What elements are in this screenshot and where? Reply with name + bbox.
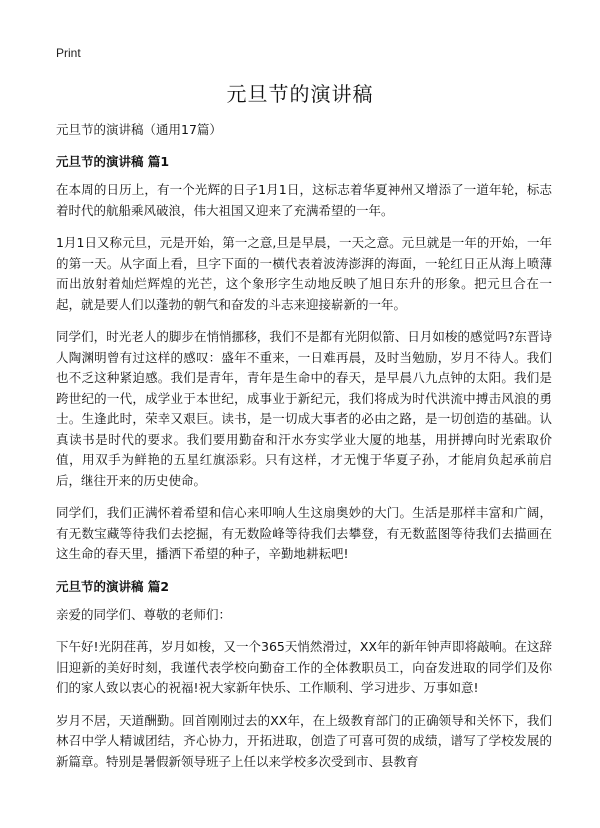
print-link[interactable]: Print (56, 46, 81, 60)
section-heading-2: 元旦节的演讲稿 篇2 (56, 578, 170, 594)
paragraph: 同学们，我们正满怀着希望和信心来叩响人生这扇奥妙的大门。生活是那样丰富和广阔，有无数宝藏等待我们去挖掘，有无数险峰等待我们去攀登，有无数蓝图等待我们去描画在这生命的春天里，播洒下希望的种子，辛勤地耕耘吧! (56, 505, 552, 561)
paragraph: 1月1日又称元旦，元是开始，第一之意,旦是早晨，一天之意。元旦就是一年的开始，一年的第一天。从字面上看，旦字下面的一横代表着波涛澎湃的海面，一轮红日正从海上喷薄而出放射着灿烂辉煌的光芒，这个象形字生动地反映了旭日东升的形象。把元旦合在一起，就是要人们以蓬勃的朝气和奋发的斗志来迎接崭新的一年。 (56, 235, 552, 312)
document-subtitle: 元旦节的演讲稿（通用17篇） (56, 122, 222, 137)
document-body (56, 120, 552, 784)
document-title: 元旦节的演讲稿 (226, 82, 374, 106)
paragraph: 同学们，时光老人的脚步在悄悄挪移，我们不是都有光阴似箭、日月如梭的感觉吗?东晋诗人陶渊明曾有过这样的感叹：盛年不重来，一日难再晨，及时当勉励，岁月不待人。我们也不乏这种紧迫感。我们是青年，青年是生命中的春天，是早晨八九点钟的太阳。我们是跨世纪的一代，成学业于本世纪，成事业于新纪元，我们将成为时代洪流中搏击风浪的勇士。生逢此时，荣幸又艰巨。读书，是一切成大事者的必由之路，是一切创造的基础。认真读书是时代的要求。我们要用勤奋和汗水夯实学业大厦的地基，用拼搏向时光索取价值，用双手为鲜艳的五星红旗添彩。只有这样，才无愧于华夏子孙，才能肩负起承前启后，继往开来的历史使命。 (56, 329, 552, 488)
paragraph: 岁月不居，天道酬勤。回首刚刚过去的XX年，在上级教育部门的正确领导和关怀下，我们林召中学人精诚团结，齐心协力，开拓进取，创造了可喜可贺的成绩，谱写了学校发展的新篇章。特别是暑假新领导班子上任以来学校多次受到市、县教育 (56, 712, 552, 769)
paragraph: 下午好!光阴荏苒，岁月如梭，又一个365天悄然滑过，XX年的新年钟声即将敲响。在这辞旧迎新的美好时刻，我谨代表学校向勤奋工作的全体教职员工，向奋发进取的同学们及你们的家人致以衷心的祝福!祝大家新年快乐、工作顺利、学习进步、万事如意! (56, 639, 552, 695)
paragraph: 在本周的日历上，有一个光辉的日子1月1日，这标志着华夏神州又增添了一道年轮，标志着时代的航船乘风破浪，伟大祖国又迎来了充满希望的一年。 (56, 182, 552, 218)
section-heading-1: 元旦节的演讲稿 篇1 (56, 154, 170, 169)
paragraph: 亲爱的同学们、尊敬的老师们： (56, 606, 232, 622)
